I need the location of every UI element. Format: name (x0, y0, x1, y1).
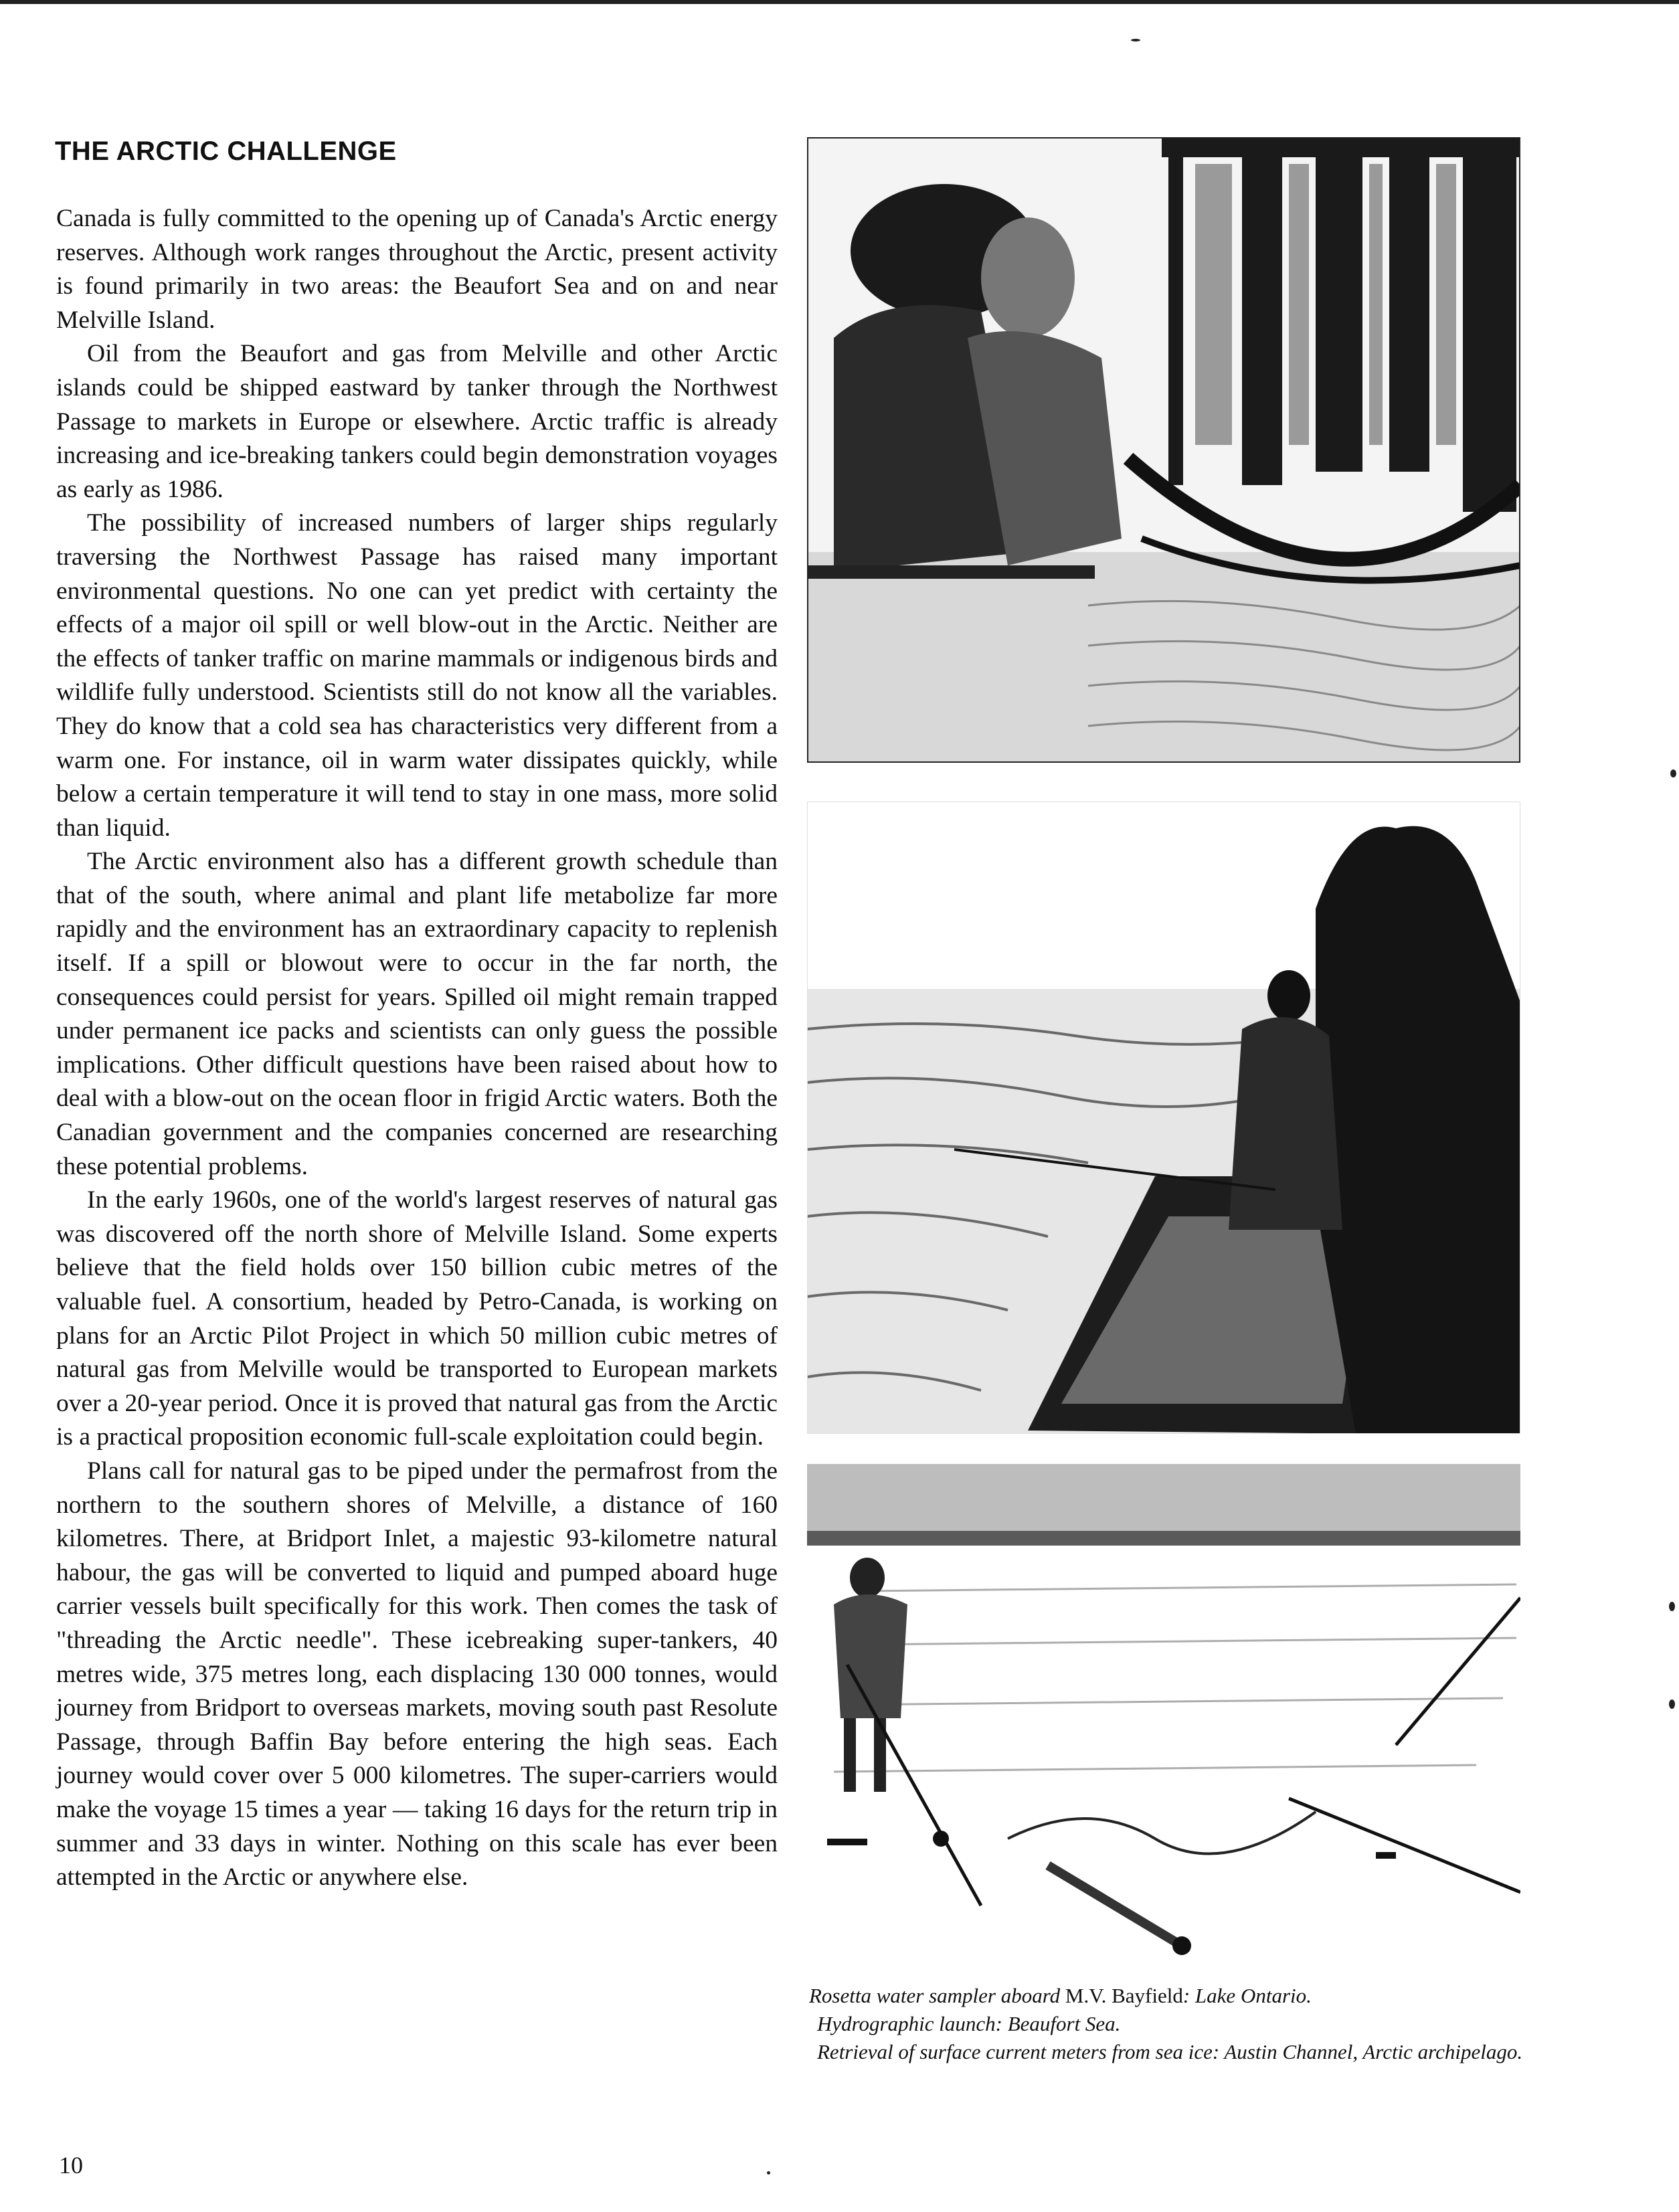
caption-hydrographic-launch: Hydrographic launch: Beaufort Sea. (817, 2012, 1121, 2035)
article-title: THE ARCTIC CHALLENGE (55, 136, 397, 166)
caption-rosetta-sampler (809, 1982, 1532, 2010)
paragraph-2: Oil from the Beaufort and gas from Melville and other Arctic islands could be shipped eastward by tanker through the Northwest Passage to markets in Europe or elsewhere. Arctic traffic is already increasing and ice-breaking tankers could begin demonstration voyages as early as 1986. (56, 340, 778, 503)
photo-rosetta-sampler (807, 137, 1520, 763)
article-body (56, 202, 778, 1895)
scan-speck (1670, 769, 1676, 777)
paragraph-3: The possibility of increased numbers of larger ships regularly traversing the Northwest Passage has raised many important environmental questions. No one can yet predict with certainty the effects of a major oil spill or well blow-out in the Arctic. Neither are the effects of tanker traffic on marine mammals or indigenous birds and wildlife fully understood. Scientists still do not know all the variables. They do know that a cold sea has characteristics very different from a warm one. For instance, oil in warm water dissipates quickly, while below a certain temperature it will tend to stay in one mass, more solid than liquid. (56, 509, 778, 842)
scan-speck (1669, 1602, 1675, 1611)
scan-speck (767, 2171, 770, 2175)
top-rule (0, 0, 1679, 4)
caption-1-vessel-name: M.V. Bayfield (1065, 1984, 1183, 2007)
scan-speck (1131, 39, 1140, 41)
paragraph-4: The Arctic environment also has a different growth schedule than that of the south, where animal and plant life metabolize far more rapidly and the environment has an extraordinary capacity to replenish itself. If a spill or blowout were to occur in the far north, the consequences could persist for years. Spilled oil might remain trapped under permanent ice packs and scientists can only guess the possible implications. Other difficult questions have been raised about how to deal with a blow-out on the ocean floor in frigid Arctic waters. Both the Canadian government and the companies concerned are researching these potential problems. (56, 848, 778, 1180)
paragraph-6: Plans call for natural gas to be piped under the permafrost from the northern to the southern shores of Melville, a distance of 160 kilometres. There, at Bridport Inlet, a majestic 93-kilometre natural habour, the gas will be converted to liquid and pumped aboard huge carrier vessels built specifically for this work. Then comes the task of "threading the Arctic needle". These icebreaking super-tankers, 40 metres wide, 375 metres long, each displacing 130 000 tonnes, would journey from Bridport to overseas markets, moving south past Resolute Passage, through Baffin Bay before entering the high seas. Each journey would cover over 5 000 kilometres. The super-carriers would make the voyage 15 times a year — taking 16 days for the return trip in summer and 33 days in winter. Nothing on this scale has ever been attempted in the Arctic or anywhere else. (56, 1457, 778, 1892)
photo-captions (809, 1982, 1532, 2066)
caption-current-meter-retrieval: Retrieval of surface current meters from sea ice: Austin Channel, Arctic archipelago. (817, 2040, 1523, 2063)
paragraph-5: In the early 1960s, one of the world's largest reserves of natural gas was discovered off the north shore of Melville Island. Some experts believe that the field holds over 150 billion cubic metres of the valuable fuel. A consortium, headed by Petro-Canada, is working on plans for an Arctic Pilot Project in which 50 million cubic metres of natural gas from Melville would be transported to European markets over a 20-year period. Once it is proved that natural gas from the Arctic is a practical proposition economic full-scale exploitation could begin. (56, 1186, 778, 1451)
scan-speck (1669, 1699, 1675, 1709)
photo-hydrographic-launch (807, 802, 1520, 1434)
page-number: 10 (59, 2152, 83, 2179)
caption-1-location: : Lake Ontario. (1182, 1984, 1312, 2007)
caption-1-text: Rosetta water sampler aboard (809, 1984, 1065, 2007)
paragraph-1: Canada is fully committed to the opening up of Canada's Arctic energy reserves. Although work ranges throughout the Arctic, present activity is found primarily in two areas: the Beaufort Sea and on and near Melville Island. (56, 205, 778, 334)
photo-current-meter-retrieval (807, 1464, 1520, 1964)
